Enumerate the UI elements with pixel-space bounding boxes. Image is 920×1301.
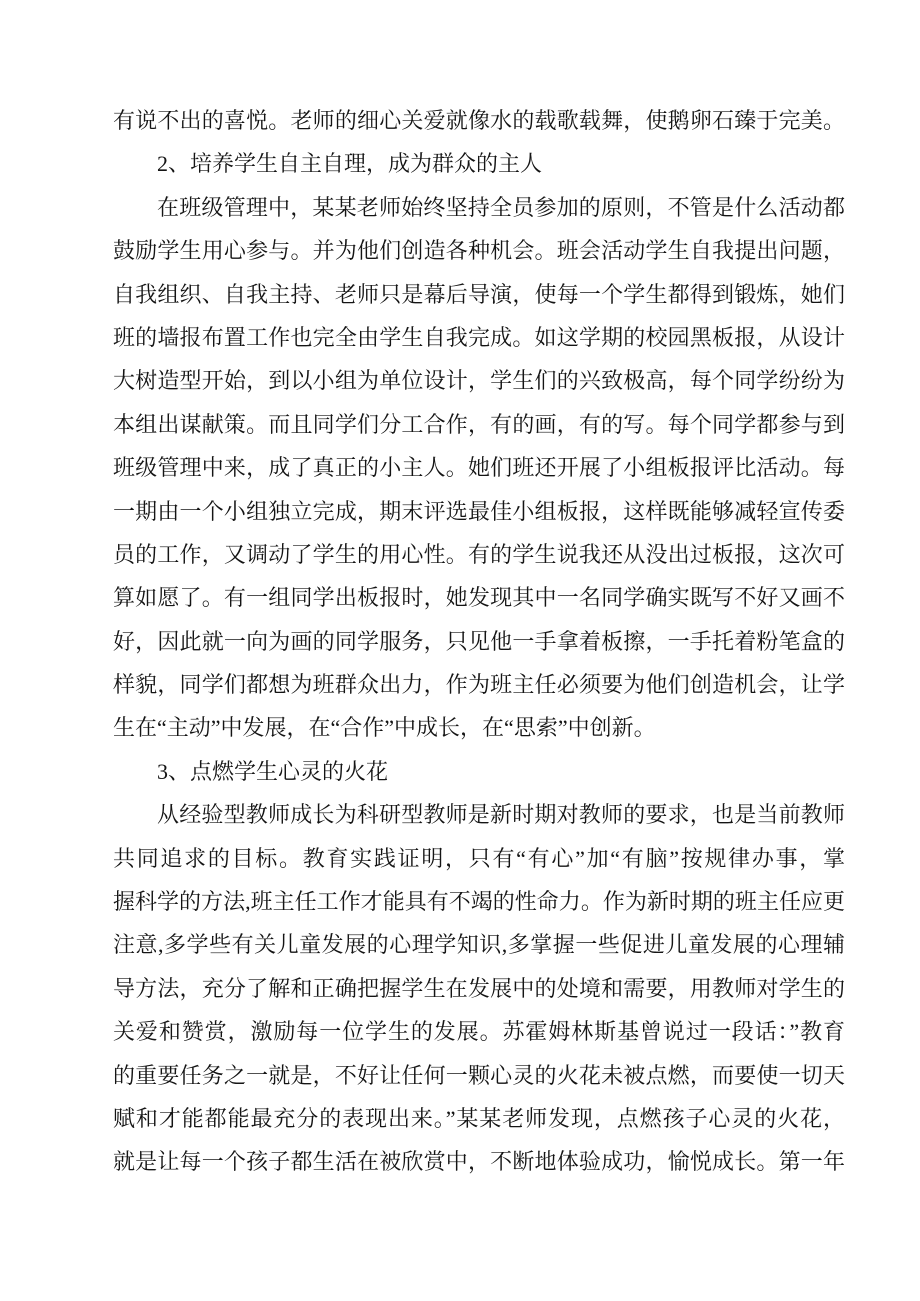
document-line: 的重要任务之一就是，不好让任何一颗心灵的火花未被点燃，而要使一切天 [113,1062,845,1088]
document-line: 关爱和赞赏，激励每一位学生的发展。苏霍姆林斯基曾说过一段话：”教育 [113,1019,845,1045]
document-line: 就是让每一个孩子都生活在被欣赏中，不断地体验成功，愉悦成长。第一年 [113,1149,845,1175]
document-line: 导方法，充分了解和正确把握学生在发展中的处境和需要，用教师对学生的 [113,975,845,1001]
document-line: 大树造型开始，到以小组为单位设计，学生们的兴致极高，每个同学纷纷为 [113,368,845,394]
document-line: 2、培养学生自主自理，成为群众的主人 [157,151,543,177]
document-line: 共同追求的目标。教育实践证明，只有“有心”加“有脑”按规律办事，掌 [113,845,845,871]
document-line: 赋和才能都能最充分的表现出来。”某某老师发现，点燃孩子心灵的火花， [113,1105,845,1131]
document-line: 一期由一个小组独立完成，期末评选最佳小组板报，这样既能够减轻宣传委 [113,498,845,524]
document-body [113,99,845,1184]
document-line: 从经验型教师成长为科研型教师是新时期对教师的要求，也是当前教师 [157,802,845,828]
document-line: 3、点燃学生心灵的火花 [157,758,389,784]
document-line: 样貌，同学们都想为班群众出力，作为班主任必须要为他们创造机会，让学 [113,672,845,698]
document-line: 在班级管理中，某某老师始终坚持全员参加的原则，不管是什么活动都 [157,194,845,220]
document-line: 生在“主动”中发展，在“合作”中成长，在“思索”中创新。 [113,715,656,741]
document-line: 有说不出的喜悦。老师的细心关爱就像水的载歌载舞，使鹅卵石臻于完美。 [113,108,845,133]
document-line: 班级管理中来，成了真正的小主人。她们班还开展了小组板报评比活动。每 [113,455,845,481]
document-line: 注意,多学些有关儿童发展的心理学知识,多掌握一些促进儿童发展的心理辅 [113,932,845,958]
document-line: 好，因此就一向为画的同学服务，只见他一手拿着板擦，一手托着粉笔盒的 [113,628,845,654]
document-line: 班的墙报布置工作也完全由学生自我完成。如这学期的校园黑板报，从设计 [113,324,845,350]
document-line: 握科学的方法,班主任工作才能具有不竭的性命力。作为新时期的班主任应更 [113,889,845,915]
document-line: 算如愿了。有一组同学出板报时，她发现其中一名同学确实既写不好又画不 [113,585,845,611]
document-line: 本组出谋献策。而且同学们分工合作，有的画，有的写。每个同学都参与到 [113,411,845,437]
document-line: 鼓励学生用心参与。并为他们创造各种机会。班会活动学生自我提出问题， [113,238,845,264]
document-line: 自我组织、自我主持、老师只是幕后导演，使每一个学生都得到锻炼，她们 [113,281,845,307]
document-line: 员的工作，又调动了学生的用心性。有的学生说我还从没出过板报，这次可 [113,541,845,567]
